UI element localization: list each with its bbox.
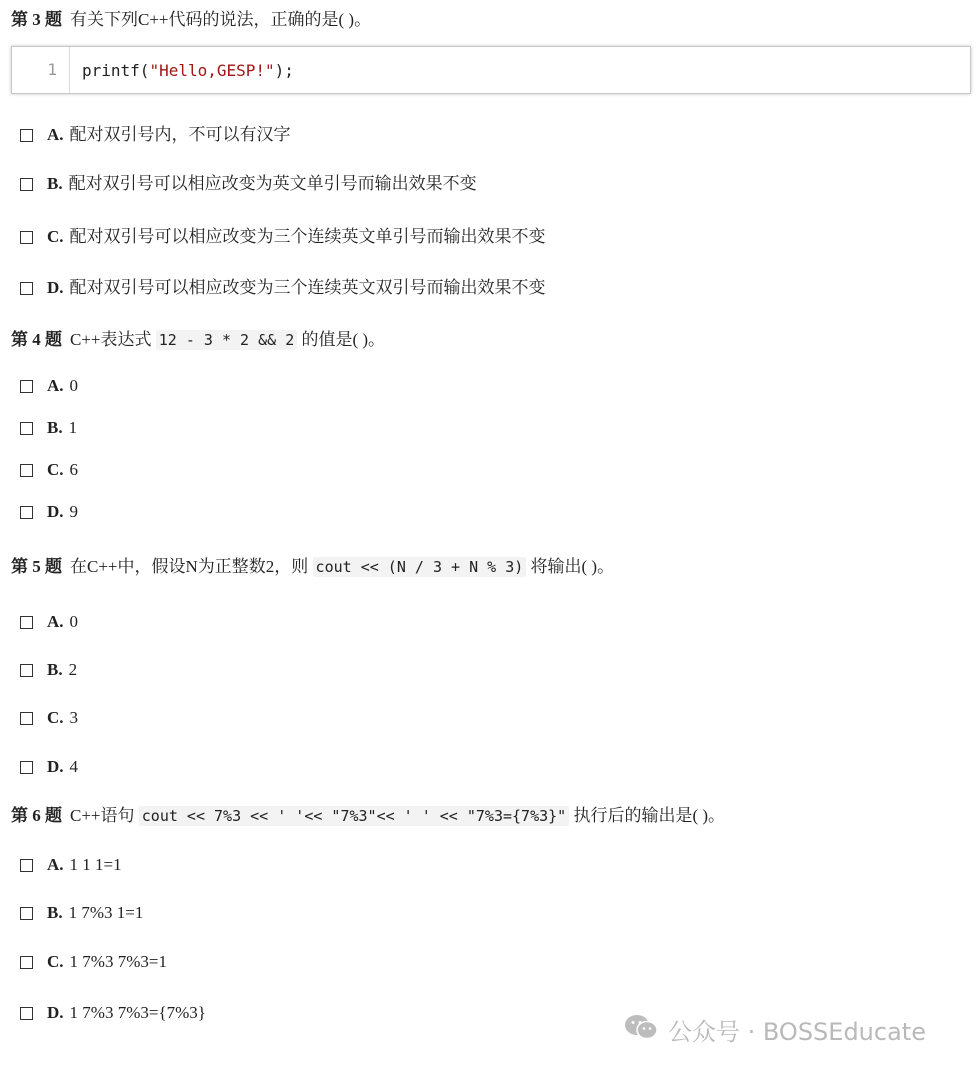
q3-option-a[interactable] <box>20 124 291 146</box>
q5-option-c[interactable] <box>20 707 78 729</box>
code-token: ); <box>274 61 294 80</box>
question-number: 第 4 题 <box>11 330 62 349</box>
question-5-title <box>11 556 614 578</box>
option-letter: C. <box>47 227 64 246</box>
question-number: 第 5 题 <box>11 557 62 576</box>
question-text-suffix: 执行后的输出是( )。 <box>573 806 726 825</box>
checkbox-icon[interactable] <box>20 464 33 477</box>
checkbox-icon[interactable] <box>20 712 33 725</box>
checkbox-icon[interactable] <box>20 956 33 969</box>
code-token: printf( <box>82 61 150 80</box>
option-text: 配对双引号内，不可以有汉字 <box>69 125 291 144</box>
question-4-title <box>11 329 385 351</box>
option-letter: D. <box>47 278 64 297</box>
option-letter: D. <box>47 757 64 776</box>
option-text: 配对双引号可以相应改变为三个连续英文单引号而输出效果不变 <box>69 227 546 246</box>
option-text: 0 <box>69 612 79 631</box>
option-text: 4 <box>69 757 79 776</box>
checkbox-icon[interactable] <box>20 506 33 519</box>
q5-option-d[interactable] <box>20 756 78 778</box>
option-letter: C. <box>47 708 64 727</box>
option-letter: B. <box>47 418 63 437</box>
watermark <box>624 1012 926 1047</box>
option-letter: C. <box>47 952 64 971</box>
question-number: 第 6 题 <box>11 806 62 825</box>
option-text: 配对双引号可以相应改变为三个连续英文双引号而输出效果不变 <box>69 278 546 297</box>
code-block <box>11 46 971 94</box>
q4-option-d[interactable] <box>20 501 78 523</box>
option-text: 1 7%3 7%3={7%3} <box>69 1003 206 1022</box>
option-text: 配对双引号可以相应改变为英文单引号而输出效果不变 <box>68 174 477 193</box>
checkbox-icon[interactable] <box>20 859 33 872</box>
q3-option-c[interactable] <box>20 226 546 248</box>
inline-code: cout << (N / 3 + N % 3) <box>313 557 527 577</box>
option-letter: B. <box>47 660 63 679</box>
question-text-suffix: 的值是( )。 <box>301 330 386 349</box>
line-number: 1 <box>47 60 57 79</box>
option-letter: B. <box>47 903 63 922</box>
option-text: 0 <box>69 376 79 395</box>
checkbox-icon[interactable] <box>20 664 33 677</box>
question-text: 有关下列C++代码的说法，正确的是( )。 <box>70 10 372 29</box>
option-text: 6 <box>69 460 79 479</box>
option-letter: B. <box>47 174 63 193</box>
option-letter: D. <box>47 502 64 521</box>
checkbox-icon[interactable] <box>20 380 33 393</box>
checkbox-icon[interactable] <box>20 1007 33 1020</box>
question-6-title <box>11 805 725 827</box>
option-letter: A. <box>47 125 64 144</box>
question-text-suffix: 将输出( )。 <box>530 557 615 576</box>
option-text: 1 <box>68 418 78 437</box>
checkbox-icon[interactable] <box>20 178 33 191</box>
q6-option-d[interactable] <box>20 1002 206 1024</box>
checkbox-icon[interactable] <box>20 282 33 295</box>
q4-option-c[interactable] <box>20 459 78 481</box>
option-text: 1 7%3 7%3=1 <box>69 952 167 971</box>
checkbox-icon[interactable] <box>20 616 33 629</box>
checkbox-icon[interactable] <box>20 907 33 920</box>
option-text: 2 <box>68 660 78 679</box>
question-text: 在C++中，假设N为正整数2，则 <box>70 557 309 576</box>
option-text: 3 <box>69 708 79 727</box>
code-string: "Hello,GESP!" <box>149 61 275 80</box>
option-letter: A. <box>47 376 64 395</box>
q4-option-b[interactable] <box>20 417 77 439</box>
option-text: 1 7%3 1=1 <box>68 903 144 922</box>
checkbox-icon[interactable] <box>20 422 33 435</box>
checkbox-icon[interactable] <box>20 231 33 244</box>
q5-option-a[interactable] <box>20 611 78 633</box>
q5-option-b[interactable] <box>20 659 77 681</box>
inline-code: cout << 7%3 << ' '<< "7%3"<< ' ' << "7%3={7%3}" <box>139 806 569 826</box>
option-letter: A. <box>47 612 64 631</box>
q4-option-a[interactable] <box>20 375 78 397</box>
code-line <box>82 61 294 80</box>
wechat-icon <box>624 1013 658 1047</box>
code-gutter <box>12 47 70 93</box>
question-text: C++表达式 <box>70 330 152 349</box>
q3-option-b[interactable] <box>20 173 477 195</box>
checkbox-icon[interactable] <box>20 761 33 774</box>
watermark-text: 公众号 · BOSSEducate <box>668 1018 926 1046</box>
q6-option-c[interactable] <box>20 951 167 973</box>
option-letter: C. <box>47 460 64 479</box>
q3-option-d[interactable] <box>20 277 546 299</box>
q6-option-a[interactable] <box>20 854 122 876</box>
checkbox-icon[interactable] <box>20 129 33 142</box>
option-text: 9 <box>69 502 79 521</box>
question-text: C++语句 <box>70 806 135 825</box>
option-letter: D. <box>47 1003 64 1022</box>
question-number: 第 3 题 <box>11 10 62 29</box>
inline-code: 12 - 3 * 2 && 2 <box>156 330 297 350</box>
option-text: 1 1 1=1 <box>69 855 122 874</box>
option-letter: A. <box>47 855 64 874</box>
q6-option-b[interactable] <box>20 902 143 924</box>
question-3-title <box>11 9 371 31</box>
